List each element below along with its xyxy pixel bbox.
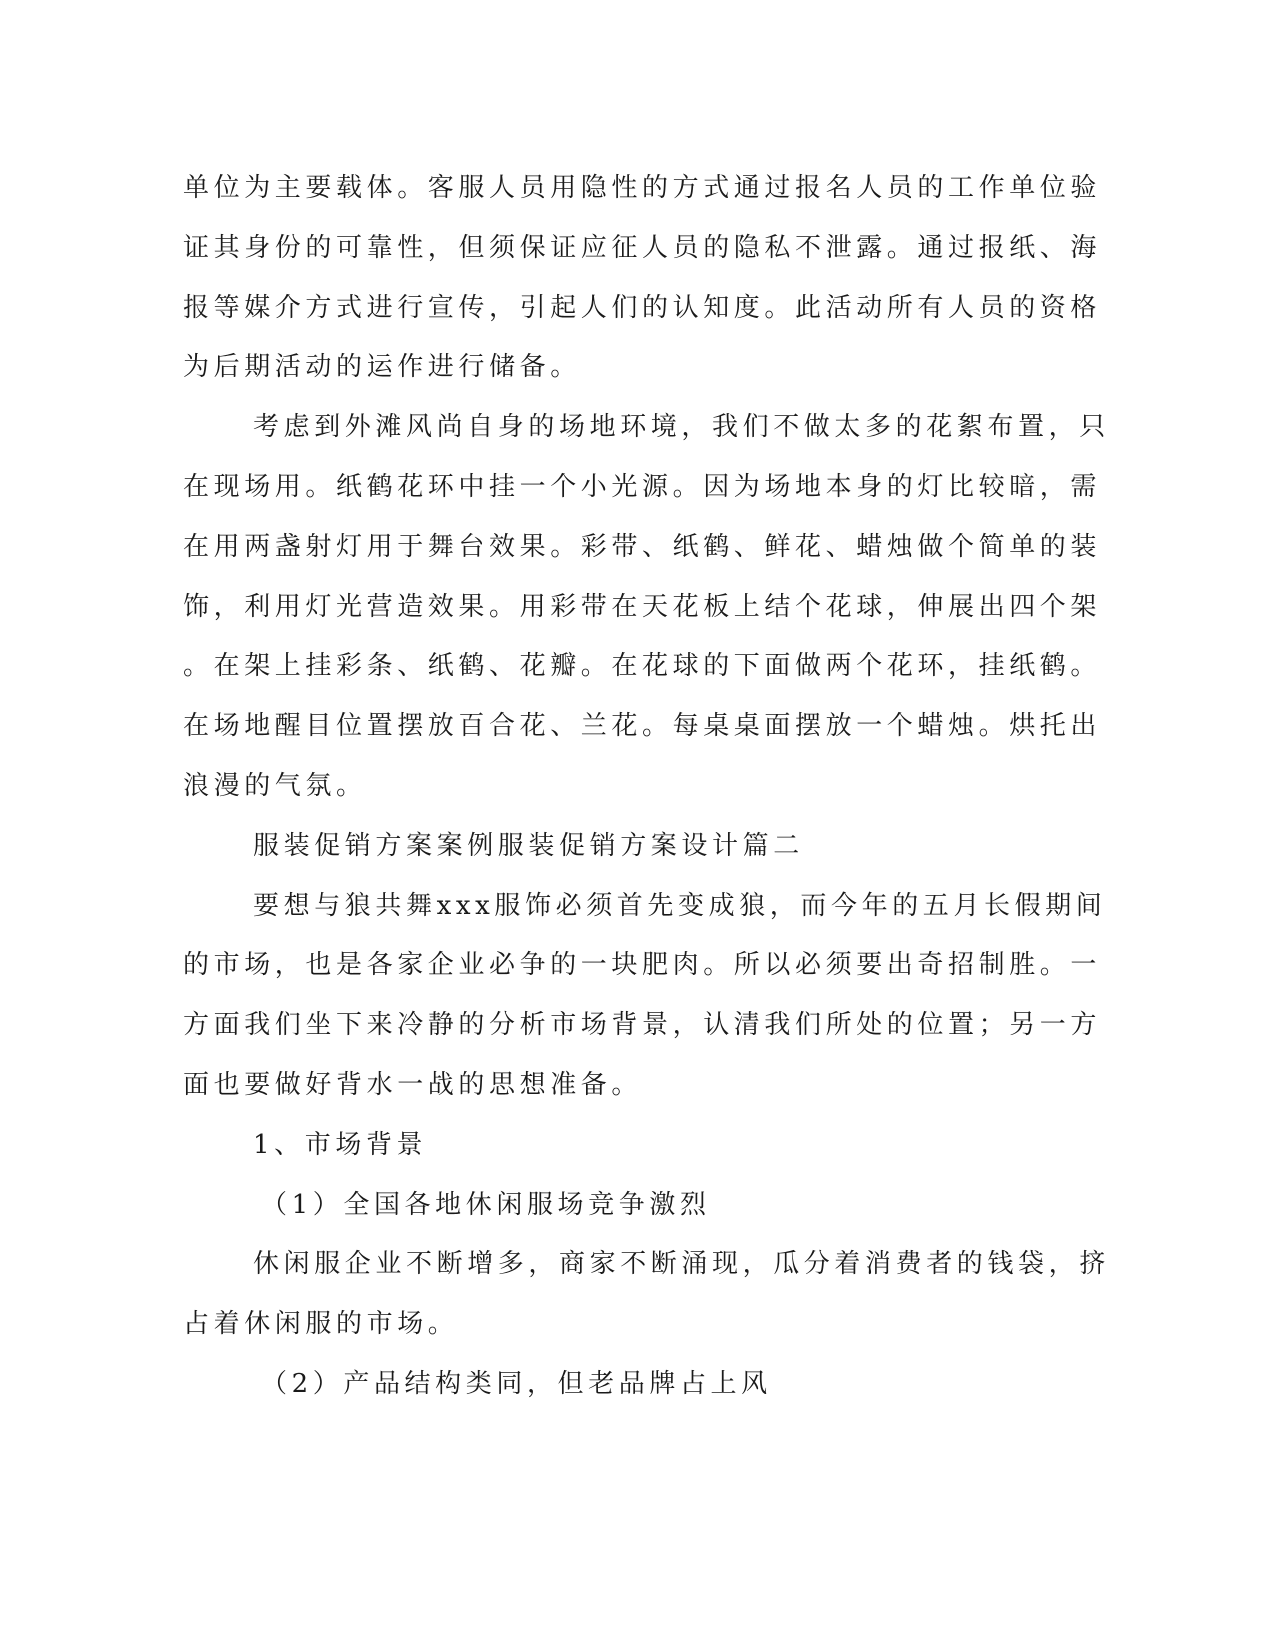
text-line: （1）全国各地休闲服场竞争激烈 xyxy=(261,1189,711,1220)
text-line: 报等媒介方式进行宣传，引起人们的认知度。此活动所有人员的资格 xyxy=(183,292,1102,323)
text-line: 。在架上挂彩条、纸鹤、花瓣。在花球的下面做两个花环，挂纸鹤。 xyxy=(183,651,1102,682)
text-line: 占着休闲服的市场。 xyxy=(183,1309,459,1340)
text-line: 服装促销方案案例服装促销方案设计篇二 xyxy=(253,830,804,861)
text-line: 休闲服企业不断增多，商家不断涌现，瓜分着消费者的钱袋，挤 xyxy=(253,1249,1110,1280)
text-line: 证其身份的可靠性，但须保证应征人员的隐私不泄露。通过报纸、海 xyxy=(183,232,1102,263)
text-line: 为后期活动的运作进行储备。 xyxy=(183,352,581,383)
text-line: 面也要做好背水一战的思想准备。 xyxy=(183,1069,643,1100)
text-line: （2）产品结构类同，但老品牌占上风 xyxy=(261,1368,772,1399)
text-line: 在现场用。纸鹤花环中挂一个小光源。因为场地本身的灯比较暗，需 xyxy=(183,471,1102,502)
document-body xyxy=(183,159,1110,1415)
text-line: 在场地醒目位置摆放百合花、兰花。每桌桌面摆放一个蜡烛。烘托出 xyxy=(183,711,1102,742)
text-line: 饰，利用灯光营造效果。用彩带在天花板上结个花球，伸展出四个架 xyxy=(183,591,1102,622)
text-line: 的市场，也是各家企业必争的一块肥肉。所以必须要出奇招制胜。一 xyxy=(183,950,1102,981)
text-line: 在用两盏射灯用于舞台效果。彩带、纸鹤、鲜花、蜡烛做个简单的装 xyxy=(183,531,1102,562)
text-line: 要想与狼共舞xxx服饰必须首先变成狼，而今年的五月长假期间 xyxy=(253,890,1107,921)
text-line: 方面我们坐下来冷静的分析市场背景，认清我们所处的位置；另一方 xyxy=(183,1010,1102,1041)
text-line: 考虑到外滩风尚自身的场地环境，我们不做太多的花絮布置，只 xyxy=(253,412,1110,443)
text-line: 浪漫的气氛。 xyxy=(183,770,367,801)
text-line: 单位为主要载体。客服人员用隐性的方式通过报名人员的工作单位验 xyxy=(183,173,1102,203)
text-line: 1、市场背景 xyxy=(253,1129,428,1160)
